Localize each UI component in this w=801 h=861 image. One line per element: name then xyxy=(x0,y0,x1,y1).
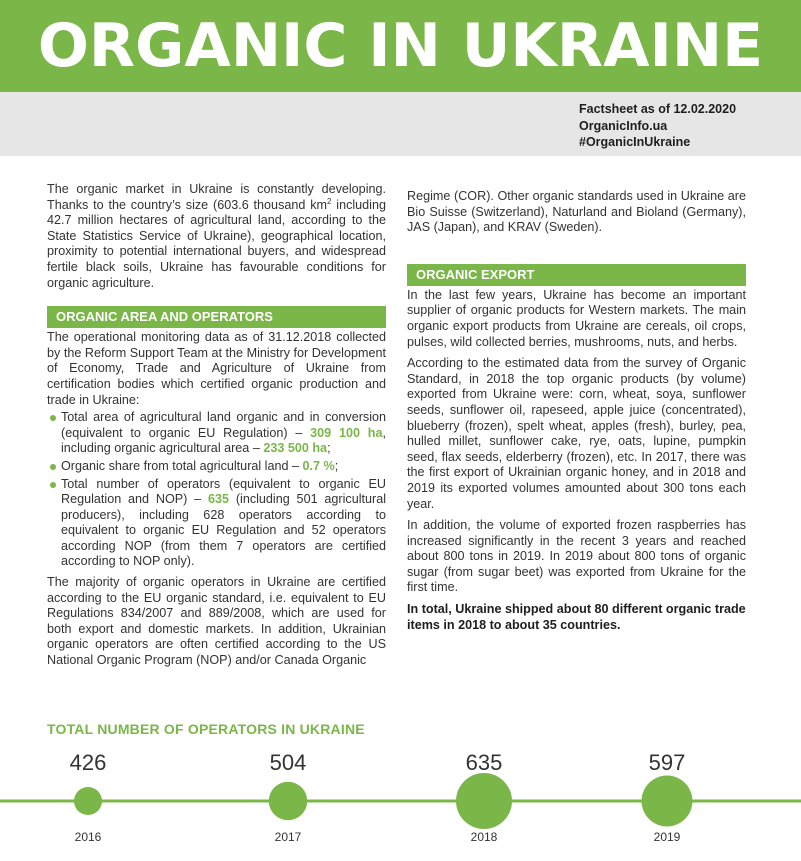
export-paragraph-1: In the last few years, Ukraine has become an important supplier of organic products for Western markets. The main organic export products from Ukraine are cereals, oil crops, pulses, wild collected berries, mushrooms, nuts, and herbs. xyxy=(407,287,746,349)
right-column xyxy=(407,189,746,639)
operators-chart-title: TOTAL NUMBER OF OPERATORS IN UKRAINE xyxy=(47,721,365,737)
organic-export-heading: ORGANIC EXPORT xyxy=(407,264,746,286)
left-column xyxy=(47,182,386,675)
area-bullet-list xyxy=(47,410,386,570)
export-summary: In total, Ukraine shipped about 80 different organic trade items in 2018 to about 35 countries. xyxy=(407,602,746,632)
factsheet-date: Factsheet as of 12.02.2020 xyxy=(579,102,737,116)
operator-count-label-2016: 426 xyxy=(69,750,107,775)
certification-paragraph: The majority of organic operators in Ukraine are certified according to the EU organic standard, i.e. equivalent to EU Regulations 834/2007 and 889/2008, which are used for both export and domestic markets. In addition, Ukrainian organic operators are often certified according to the US National Organic Program (NOP) and/or Canada Organic xyxy=(47,575,386,668)
intro-paragraph: The organic market in Ukraine is constantly developing. Thanks to the country’s size (603.6 thousand $km^2$ including 42.7 million hectares of agricultural land, according to the State Statistics Service of Ukraine), geographical location, proximity to potential international buyers, and widespread fertile black soils, Ukraine has favourable conditions for organic agriculture. xyxy=(47,182,386,290)
year-label-2019: 2019 xyxy=(653,830,681,844)
list-item: Total area of agricultural land organic and in conversion (equivalent to organic EU Regulation) – 309 100 ha, including organic agricultural area – 233 500 ha; xyxy=(47,410,386,457)
operator-count-label-2017: 504 xyxy=(269,750,307,775)
operator-count-label-2018: 635 xyxy=(465,750,503,775)
area-operators-heading: ORGANIC AREA AND OPERATORS xyxy=(47,306,386,328)
operator-count-marker-2016 xyxy=(74,787,102,815)
standards-continuation: Regime (COR). Other organic standards used in Ukraine are Bio Suisse (Switzerland), Naturland and Bioland (Germany), JAS (Japan), and KRAV (Sweden). xyxy=(407,189,746,235)
list-item: Organic share from total agricultural land – 0.7 %; xyxy=(47,459,386,475)
export-paragraph-2: According to the estimated data from the survey of Organic Standard, in 2018 the top organic products (by volume) exported from Ukraine were: corn, wheat, soya, sunflower seeds, sunflower oil, rapeseed, apple juice (concentrated), blueberry (frozen), spelt wheat, apples (fresh), burley, pea, hulled millet, sunflower cake, rye, oats, lupine, pumpkin seed, flax seeds, elderberry (frozen), etc. In 2017, there was the first export of Ukrainian organic honey, and in 2018 and 2019 its exported volumes amounted about 300 tons each year. xyxy=(407,356,746,511)
factsheet-meta xyxy=(0,92,801,156)
operators-timeline-chart xyxy=(0,740,801,861)
hashtag: #OrganicInUkraine xyxy=(579,135,691,149)
title-banner xyxy=(0,0,801,92)
website-link[interactable]: OrganicInfo.ua xyxy=(579,118,668,133)
area-intro-paragraph: The operational monitoring data as of 31.12.2018 collected by the Reform Support Team at the Ministry for Development of Economy, Trade and Agriculture of Ukraine from certification bodies which certified organic production and trade in Ukraine: xyxy=(47,330,386,407)
operator-count-label-2019: 597 xyxy=(648,750,686,775)
operator-count-marker-2017 xyxy=(269,782,307,820)
operator-count-marker-2019 xyxy=(642,776,693,827)
page-title: ORGANIC IN UKRAINE xyxy=(37,11,764,81)
year-label-2018: 2018 xyxy=(470,830,498,844)
year-label-2016: 2016 xyxy=(74,830,102,844)
export-paragraph-3: In addition, the volume of exported frozen raspberries has increased significantly in the recent 3 years and reached about 800 tons in 2019. In 2019 about 800 tons of organic sugar (from sugar beet) was exported from Ukraine for the first time. xyxy=(407,518,746,595)
list-item: Total number of operators (equivalent to organic EU Regulation and NOP) – 635 (including 501 agricultural producers), including 628 operators according to equivalent to organic EU Regulation and 52 operators according NOP (from them 7 operators are certified according to NOP only). xyxy=(47,477,386,571)
operator-count-marker-2018 xyxy=(456,773,512,829)
year-label-2017: 2017 xyxy=(274,830,302,844)
